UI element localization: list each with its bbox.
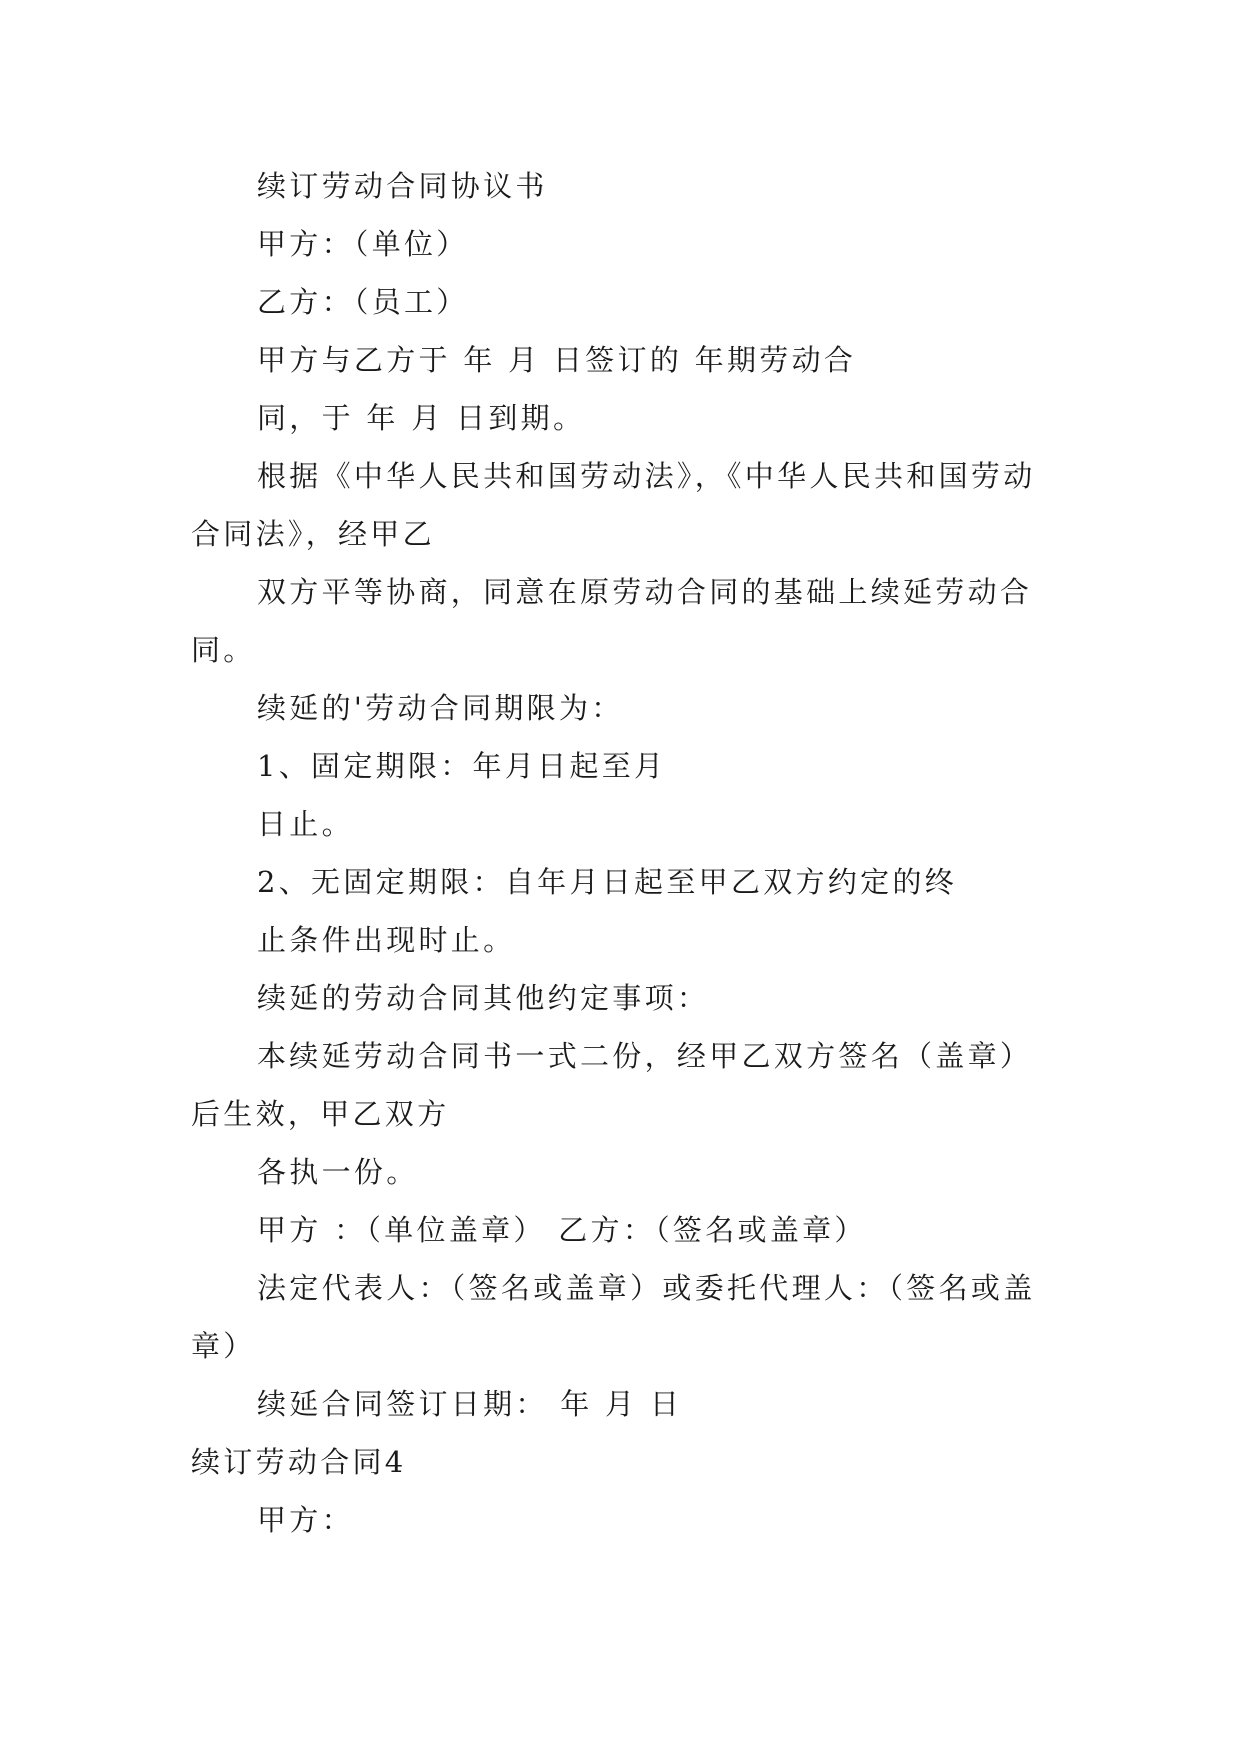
legal-basis-continued: 合同法》，经甲乙 — [191, 517, 435, 551]
section-heading: 续订劳动合同4 — [191, 1445, 407, 1479]
signature-line: 甲方 ：（单位盖章） 乙方：（签名或盖章） — [257, 1213, 867, 1247]
representative-continued: 章） — [191, 1329, 256, 1363]
renewal-date-line: 续延合同签订日期： 年 月 日 — [257, 1387, 683, 1421]
open-term-continued: 止条件出现时止。 — [257, 923, 516, 957]
copies-end: 各执一份。 — [257, 1155, 419, 1189]
legal-basis-line: 根据《中华人民共和国劳动法》，《中华人民共和国劳动 — [257, 459, 1036, 493]
representative-line: 法定代表人：（签名或盖章）或委托代理人：（签名或盖 — [257, 1271, 1036, 1305]
fixed-term-continued: 日止。 — [257, 807, 354, 841]
party-a-label: 甲方： — [257, 1503, 354, 1537]
document-title: 续订劳动合同协议书 — [257, 169, 548, 203]
agreement-line: 双方平等协商，同意在原劳动合同的基础上续延劳动合 — [257, 575, 1033, 609]
term-heading: 续延的'劳动合同期限为： — [257, 691, 624, 725]
party-b-line: 乙方：（员工） — [257, 285, 469, 319]
expiry-date-line: 同，于 年 月 日到期。 — [257, 401, 586, 435]
signing-date-line: 甲方与乙方于 年 月 日签订的 年期劳动合 — [257, 343, 857, 377]
fixed-term-line: 1、固定期限：年月日起至月 — [257, 749, 667, 783]
open-term-line: 2、无固定期限：自年月日起至甲乙双方约定的终 — [257, 865, 958, 899]
agreement-continued: 同。 — [191, 633, 256, 667]
copies-line: 本续延劳动合同书一式二份，经甲乙双方签名（盖章） — [257, 1039, 1033, 1073]
other-terms-heading: 续延的劳动合同其他约定事项： — [257, 981, 710, 1015]
party-a-line: 甲方：（单位） — [257, 227, 469, 261]
copies-continued: 后生效，甲乙双方 — [191, 1097, 450, 1131]
